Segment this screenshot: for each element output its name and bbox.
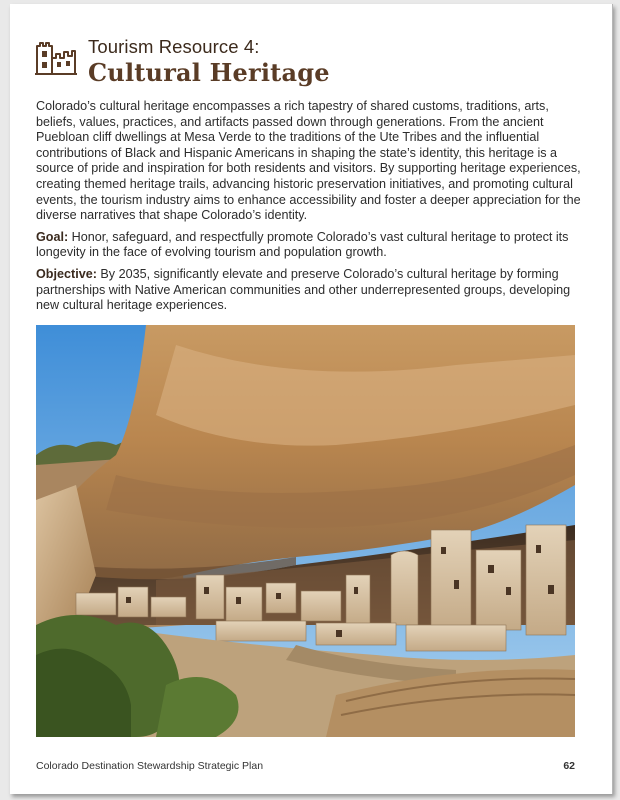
document-page [10,4,613,794]
castle-ruins-icon [34,40,78,76]
cliff-palace-photo [36,325,575,737]
footer-doc-title: Colorado Destination Stewardship Strategic Plan [36,760,264,772]
objective-text: By 2035, significantly elevate and preserve Colorado’s cultural heritage by forming partnerships with Native American communities and other underrepresented groups, developing new cultural heritage experiences. [36,266,571,313]
section-kicker: Tourism Resource 4: [88,36,260,57]
intro-paragraph: Colorado’s cultural heritage encompasses a rich tapestry of shared customs, traditions, arts, beliefs, values, practices, and artifacts passed down through generations. From the ancient Puebloan cliff dwellings at Mesa Verde to the traditions of the Ute Tribes and the influential contributions of Black and Hispanic Americans in shaping the state’s identity, this heritage is a source of pride and inspiration for both residents and visitors. By supporting heritage experiences, creating themed heritage trails, advancing historic preservation initiatives, and promoting cultural events, the tourism industry aims to enhance accessibility and foster a deeper appreciation for the diverse narratives that shape Colorado’s identity. [36,99,581,223]
goal-label: Goal: [36,229,69,244]
objective-paragraph [36,267,584,314]
goal-paragraph [36,230,584,261]
body-text [36,99,584,320]
page-title: Cultural Heritage [88,58,330,87]
objective-label: Objective: [36,266,97,281]
page-footer [36,760,575,772]
goal-text: Honor, safeguard, and respectfully promote Colorado’s vast cultural heritage to protect its longevity in the face of evolving tourism and population growth. [36,229,569,260]
page-number: 62 [563,760,575,772]
